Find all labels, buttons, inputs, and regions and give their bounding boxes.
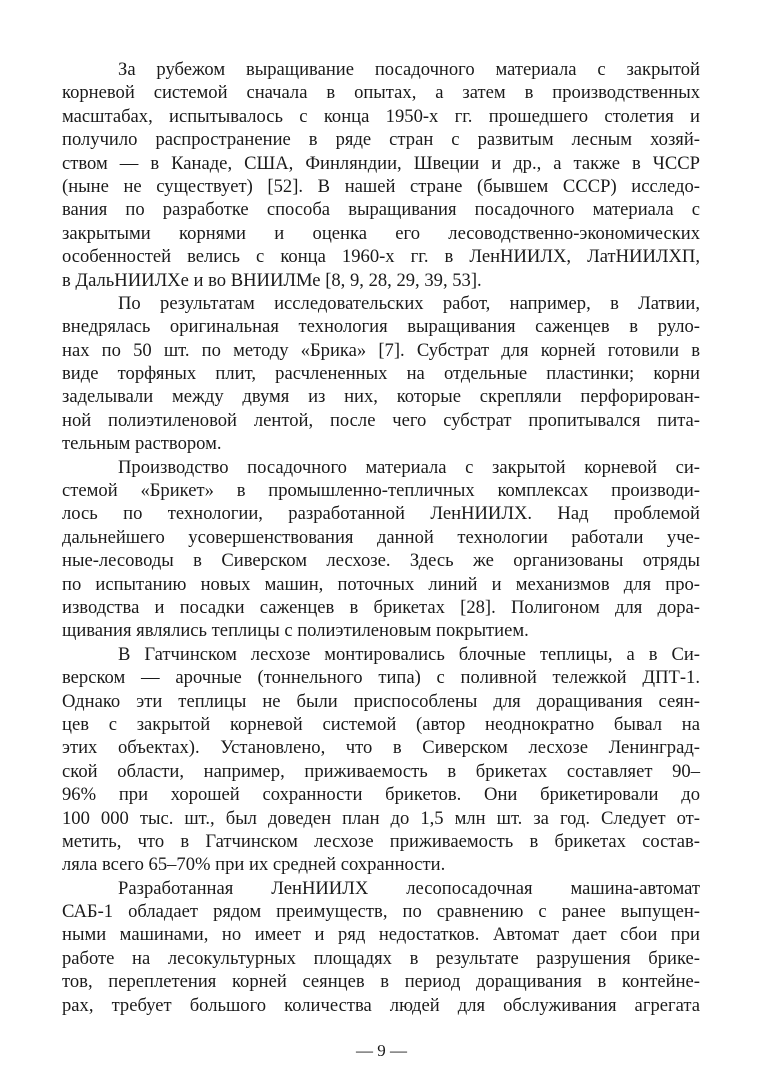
text-line: изводства и посадки саженцев в брикетах [28]. Полигоном для дора- xyxy=(62,596,700,618)
text-line: САБ-1 обладает рядом преимуществ, по сравнению с ранее выпущен- xyxy=(62,901,700,923)
text-line: В Гатчинском лесхозе монтировались блочные теплицы, а в Си- xyxy=(118,643,700,665)
page-number: — 9 — xyxy=(356,1041,407,1060)
text-line: За рубежом выращивание посадочного материала с закрытой xyxy=(118,59,700,80)
text-line: ляла всего 65–70% при их средней сохранности. xyxy=(62,854,446,876)
text-line: этих объектах). Установлено, что в Сиверском лесхозе Ленинград- xyxy=(62,737,700,759)
body-text xyxy=(62,58,700,1017)
text-line: вания по разработке способа выращивания посадочного материала с xyxy=(62,199,700,221)
text-line: По результатам исследовательских работ, например, в Латвии, xyxy=(118,292,700,314)
text-line: дальнейшего усовершенствования данной технологии работали уче- xyxy=(62,526,700,548)
text-line: рах, требует большого количества людей для обслуживания агрегата xyxy=(62,994,700,1016)
text-line: лось по технологии, разработанной ЛенНИИЛХ. Над проблемой xyxy=(62,503,700,525)
paragraph xyxy=(62,58,700,292)
text-line: закрытыми корнями и оценка его лесоводственно-экономических xyxy=(62,222,700,244)
text-line: Однако эти теплицы не были приспособлены для доращивания сеян- xyxy=(62,690,700,712)
text-line: тельным раствором. xyxy=(62,433,222,455)
text-line: верском — арочные (тоннельного типа) с поливной тележкой ДПТ-1. xyxy=(62,667,700,689)
paragraph xyxy=(62,877,700,1017)
text-line: в ДальНИИЛХе и во ВНИИЛМе [8, 9, 28, 29, 39, 53]. xyxy=(62,269,482,291)
text-line: щивания являлись теплицы с полиэтиленовым покрытием. xyxy=(62,620,529,642)
text-line: ными машинами, но имеет и ряд недостатков. Автомат дает сбои при xyxy=(62,924,700,946)
paragraph xyxy=(62,643,700,877)
text-line: цев с закрытой корневой системой (автор неоднократно бывал на xyxy=(62,713,700,735)
text-line: ные-лесоводы в Сиверском лесхозе. Здесь же организованы отряды xyxy=(62,550,700,572)
paragraph xyxy=(62,292,700,456)
text-line: тов, переплетения корней сеянцев в период доращивания в контейне- xyxy=(62,971,700,993)
text-line: особенностей велись с конца 1960-х гг. в ЛенНИИЛХ, ЛатНИИЛХП, xyxy=(62,246,700,268)
paragraph xyxy=(62,456,700,643)
text-line: Производство посадочного материала с закрытой корневой си- xyxy=(118,456,700,478)
text-line: 100 000 тыс. шт., был доведен план до 1,5 млн шт. за год. Следует от- xyxy=(62,807,700,829)
text-line: метить, что в Гатчинском лесхозе приживаемость в брикетах состав- xyxy=(62,830,700,852)
text-line: 96% при хорошей сохранности брикетов. Они брикетировали до xyxy=(62,784,700,806)
text-line: ской области, например, приживаемость в брикетах составляет 90– xyxy=(62,760,700,782)
text-line: масштабах, испытывалось с конца 1950-х гг. прошедшего столетия и xyxy=(62,105,700,127)
text-line: (ныне не существует) [52]. В нашей стране (бывшем СССР) исследо- xyxy=(62,175,700,197)
text-line: ной полиэтиленовой лентой, после чего субстрат пропитывался пита- xyxy=(62,409,700,431)
text-line: по испытанию новых машин, поточных линий и механизмов для про- xyxy=(62,573,700,595)
text-line: виде торфяных плит, расчлененных на отдельные пластинки; корни xyxy=(62,363,700,385)
text-line: нах по 50 шт. по методу «Брика» [7]. Субстрат для корней готовили в xyxy=(62,339,700,361)
text-line: стемой «Брикет» в промышленно-тепличных комплексах производи- xyxy=(62,480,700,502)
text-line: получило распространение в ряде стран с развитым лесным хозяй- xyxy=(62,129,700,151)
text-line: корневой системой сначала в опытах, а затем в производственных xyxy=(62,82,700,104)
text-line: работе на лесокультурных площадях в результате разрушения брике- xyxy=(62,947,700,969)
text-line: Разработанная ЛенНИИЛХ лесопосадочная машина-автомат xyxy=(118,877,700,899)
text-line: ством — в Канаде, США, Финляндии, Швеции и др., а также в ЧССР xyxy=(62,152,700,174)
text-line: заделывали между двумя из них, которые скрепляли перфорирован- xyxy=(62,386,700,408)
text-line: внедрялась оригинальная технология выращивания саженцев в руло- xyxy=(62,316,700,338)
